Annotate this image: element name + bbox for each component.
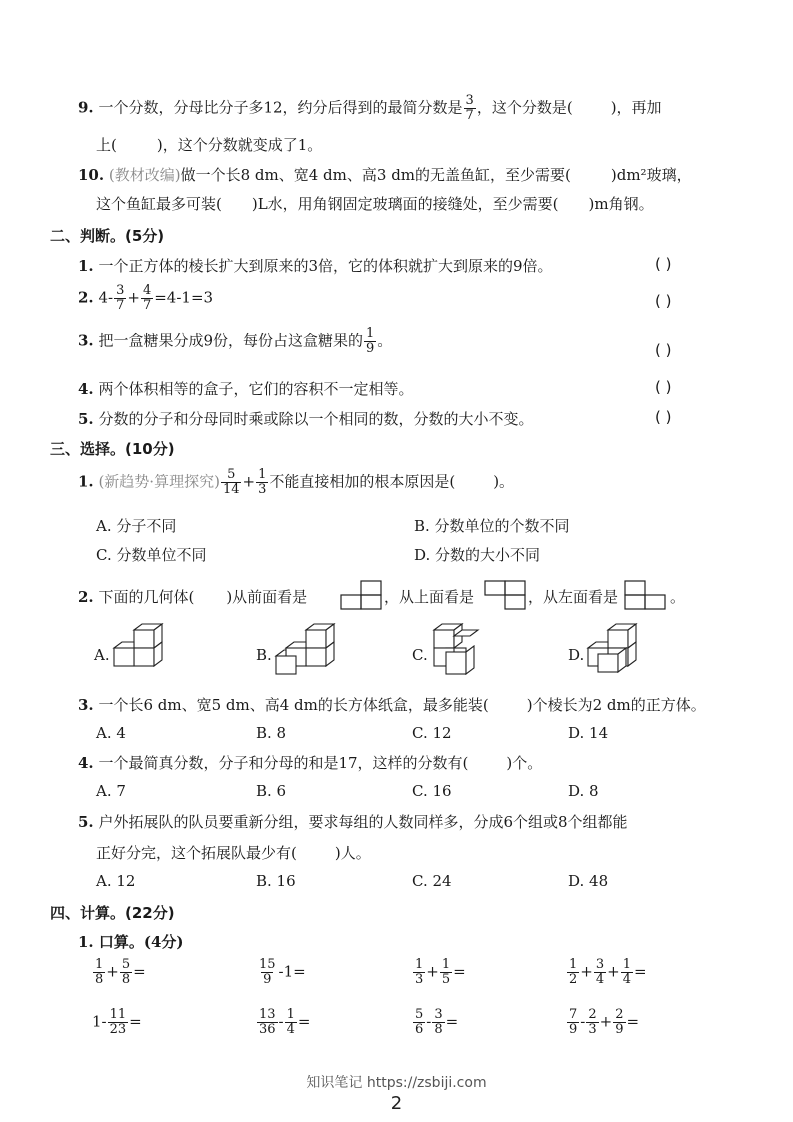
section-title-judgement: 二、判断。(5分) — [50, 227, 165, 245]
choice-question-5-line-2: 正好分完，这个拓展队最少有( )人。 — [96, 844, 371, 862]
question-text: 。 — [670, 588, 686, 606]
option-b[interactable]: B. 8 — [256, 724, 287, 742]
choice-question-4: 4. 一个最简真分数，分子和分母的和是17，这样的分数有( )个。 — [78, 754, 543, 772]
judge-item-4: 4. 两个体积相等的盒子，它们的容积不一定相等。 — [78, 380, 414, 398]
section-title-calculation: 四、计算。(22分) — [50, 904, 175, 922]
option-d[interactable]: D. 8 — [568, 782, 599, 800]
question-9-line-1 — [78, 94, 662, 123]
judge-answer-box[interactable]: ( ) — [655, 255, 672, 273]
question-text: )，再加 — [610, 98, 662, 117]
judge-item-3: 3. 把一盒糖果分成9份，每份占这盒糖果的 $\frac{1}{9}$ 。 — [78, 326, 393, 356]
question-10-line-1 — [78, 164, 692, 185]
option-c[interactable]: C. 12 — [412, 724, 452, 742]
judge-answer-box[interactable]: ( ) — [655, 408, 672, 426]
option-d[interactable]: D. 48 — [568, 872, 609, 890]
question-text: 一个分数，分母比分子多12，约分后得到的最简分数是 — [98, 98, 463, 117]
cube-stack-d-diagram — [586, 622, 642, 680]
question-number: 9. — [78, 98, 94, 117]
question-text: ，从上面看是 — [384, 588, 475, 606]
question-number: 10. — [78, 166, 105, 184]
oral-calc-3[interactable]: $\frac{1}{3}$ + $\frac{1}{5}$ = — [415, 957, 466, 987]
option-b[interactable]: B. — [256, 646, 272, 664]
judge-item-5: 5. 分数的分子和分母同时乘或除以一个相同的数，分数的大小不变。 — [78, 410, 534, 428]
oral-calc-2[interactable]: $\frac{15}{9}$ -1= — [259, 957, 306, 987]
judge-item-2: 2. 4- $\frac{3}{7}$ + $\frac{4}{7}$ =4-1=3 — [78, 283, 214, 313]
question-text: 这个鱼缸最多可装( — [96, 195, 222, 213]
question-text: ，这个分数是( — [476, 98, 573, 117]
option-d[interactable]: D. 14 — [568, 724, 609, 742]
page-number: 2 — [390, 1093, 403, 1114]
judge-answer-box[interactable]: ( ) — [655, 292, 672, 310]
question-9-line-2 — [96, 134, 322, 155]
cube-stack-c-diagram — [428, 622, 484, 680]
oral-calc-1[interactable]: $\frac{1}{8}$ + $\frac{5}{8}$ = — [95, 957, 146, 987]
option-c[interactable]: C. — [412, 646, 428, 664]
option-d[interactable]: D. — [568, 646, 585, 664]
question-10-line-2 — [96, 193, 654, 214]
oral-calc-6[interactable]: $\frac{13}{36}$ - $\frac{1}{4}$ = — [259, 1007, 311, 1037]
top-view-diagram — [484, 580, 526, 610]
question-text: ，从左面看是 — [528, 588, 619, 606]
watermark-text: 知识笔记 https://zsbiji.com — [306, 1075, 487, 1091]
oral-calc-5[interactable]: 1- $\frac{11}{23}$ = — [92, 1007, 142, 1037]
option-a[interactable]: A. 4 — [96, 724, 126, 742]
section-title-choice: 三、选择。(10分) — [50, 440, 175, 458]
option-a[interactable]: A. — [94, 646, 110, 664]
option-d[interactable]: D. 分数的大小不同 — [414, 546, 541, 564]
choice-question-3: 3. 一个长6 dm、宽5 dm、高4 dm的长方体纸盒，最多能装( )个棱长为2 dm的正方体。 — [78, 696, 706, 714]
oral-calc-8[interactable]: $\frac{7}{9}$ - $\frac{2}{3}$ + $\frac{2}{9}$ = — [569, 1007, 640, 1037]
question-tag: (教材改编) — [108, 166, 181, 184]
sub-question-title: 1. 口算。(4分) — [78, 933, 184, 951]
option-b[interactable]: B. 16 — [256, 872, 296, 890]
judge-answer-box[interactable]: ( ) — [655, 378, 672, 396]
option-c[interactable]: C. 24 — [412, 872, 452, 890]
left-view-diagram — [624, 582, 666, 610]
question-text: )m角钢。 — [588, 195, 654, 213]
option-a[interactable]: A. 7 — [96, 782, 126, 800]
oral-calc-4[interactable]: $\frac{1}{2}$ + $\frac{3}{4}$ + $\frac{1}{4}$ = — [569, 957, 647, 987]
question-text: )dm²玻璃， — [610, 166, 692, 184]
choice-question-2: 2. 下面的几何体( )从前面看是 — [78, 588, 308, 606]
question-text: 做一个长8 dm、宽4 dm、高3 dm的无盖鱼缸，至少需要( — [180, 166, 571, 184]
option-c[interactable]: C. 16 — [412, 782, 452, 800]
oral-calc-7[interactable]: $\frac{5}{6}$ - $\frac{3}{8}$ = — [415, 1007, 459, 1037]
cube-stack-b-diagram — [274, 622, 338, 680]
front-view-diagram — [340, 582, 382, 610]
fraction: $\frac{3}{7}$ — [465, 93, 474, 123]
option-a[interactable]: A. 分子不同 — [96, 517, 177, 535]
judge-answer-box[interactable]: ( ) — [655, 341, 672, 359]
cube-stack-a-diagram — [112, 622, 168, 680]
option-b[interactable]: B. 分数单位的个数不同 — [414, 517, 570, 535]
option-a[interactable]: A. 12 — [96, 872, 136, 890]
option-c[interactable]: C. 分数单位不同 — [96, 546, 207, 564]
choice-question-1: 1. (新趋势·算理探究) $\frac{5}{14}$ + $\frac{1}{3}$ 不能直接相加的根本原因是( )。 — [78, 467, 515, 497]
question-text: 上( — [96, 136, 117, 154]
judge-item-1: 1. 一个正方体的棱长扩大到原来的3倍，它的体积就扩大到原来的9倍。 — [78, 257, 553, 275]
option-b[interactable]: B. 6 — [256, 782, 287, 800]
question-text: )L水，用角钢固定玻璃面的接缝处，至少需要( — [251, 195, 559, 213]
choice-question-5-line-1: 5. 户外拓展队的队员要重新分组，要求每组的人数同样多，分成6个组或8个组都能 — [78, 813, 628, 831]
question-text: )，这个分数就变成了1。 — [156, 136, 323, 154]
